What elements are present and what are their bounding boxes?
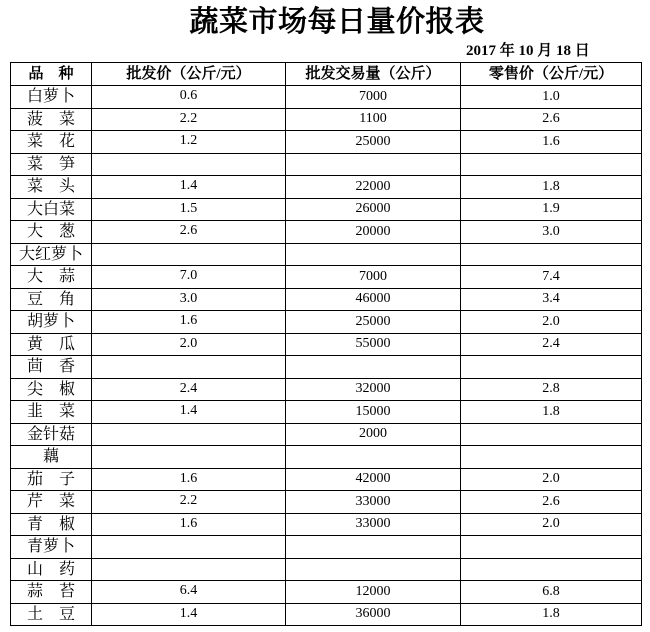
table-row — [11, 86, 642, 109]
wholesale-volume: 46000 — [286, 288, 461, 311]
table-row — [11, 176, 642, 199]
table-row — [11, 423, 642, 446]
vegetable-name: 茄 子 — [11, 468, 92, 491]
vegetable-name: 土 豆 — [11, 603, 92, 626]
table-row — [11, 333, 642, 356]
wholesale-volume — [286, 446, 461, 469]
vegetable-name: 金针菇 — [11, 423, 92, 446]
table-row — [11, 603, 642, 626]
vegetable-name: 大白菜 — [11, 198, 92, 221]
vegetable-name: 青 椒 — [11, 513, 92, 536]
header-retail-price: 零售价（公斤/元） — [461, 63, 642, 86]
wholesale-price: 0.6 — [92, 86, 286, 109]
vegetable-name: 豆 角 — [11, 288, 92, 311]
table-row — [11, 311, 642, 334]
table-row — [11, 536, 642, 559]
wholesale-volume: 1100 — [286, 108, 461, 131]
wholesale-price — [92, 536, 286, 559]
vegetable-name: 尖 椒 — [11, 378, 92, 401]
vegetable-name: 韭 菜 — [11, 401, 92, 424]
wholesale-price — [92, 423, 286, 446]
wholesale-price — [92, 558, 286, 581]
wholesale-price — [92, 153, 286, 176]
header-variety: 品 种 — [11, 63, 92, 86]
wholesale-price: 1.6 — [92, 311, 286, 334]
retail-price: 3.4 — [461, 288, 642, 311]
retail-price — [461, 356, 642, 379]
vegetable-name: 白萝卜 — [11, 86, 92, 109]
retail-price — [461, 423, 642, 446]
vegetable-name: 茴 香 — [11, 356, 92, 379]
table-row — [11, 131, 642, 154]
vegetable-name: 藕 — [11, 446, 92, 469]
retail-price: 6.8 — [461, 581, 642, 604]
table-body — [11, 86, 642, 626]
wholesale-price: 2.2 — [92, 108, 286, 131]
table-row — [11, 221, 642, 244]
wholesale-price — [92, 243, 286, 266]
retail-price: 2.4 — [461, 333, 642, 356]
wholesale-price: 2.2 — [92, 491, 286, 514]
retail-price: 2.0 — [461, 311, 642, 334]
vegetable-name: 大 蒜 — [11, 266, 92, 289]
retail-price — [461, 536, 642, 559]
vegetable-name: 山 药 — [11, 558, 92, 581]
wholesale-volume — [286, 356, 461, 379]
table-row — [11, 288, 642, 311]
retail-price: 1.6 — [461, 131, 642, 154]
vegetable-name: 菜 笋 — [11, 153, 92, 176]
retail-price: 1.0 — [461, 86, 642, 109]
price-table — [10, 62, 642, 626]
table-row — [11, 401, 642, 424]
table-row — [11, 581, 642, 604]
report-date: 2017 年 10 月 18 日 — [466, 43, 590, 59]
wholesale-volume: 26000 — [286, 198, 461, 221]
table-row — [11, 513, 642, 536]
wholesale-volume: 25000 — [286, 131, 461, 154]
wholesale-volume — [286, 153, 461, 176]
retail-price: 1.8 — [461, 176, 642, 199]
retail-price: 7.4 — [461, 266, 642, 289]
wholesale-volume: 32000 — [286, 378, 461, 401]
wholesale-price: 1.2 — [92, 131, 286, 154]
wholesale-volume: 7000 — [286, 86, 461, 109]
table-row — [11, 558, 642, 581]
wholesale-volume: 36000 — [286, 603, 461, 626]
retail-price — [461, 558, 642, 581]
vegetable-name: 菜 花 — [11, 131, 92, 154]
wholesale-price — [92, 446, 286, 469]
retail-price: 2.6 — [461, 108, 642, 131]
vegetable-name: 蒜 苔 — [11, 581, 92, 604]
table-row — [11, 468, 642, 491]
table-header — [11, 63, 642, 86]
wholesale-volume: 42000 — [286, 468, 461, 491]
table-row — [11, 446, 642, 469]
wholesale-price: 1.6 — [92, 468, 286, 491]
table-row — [11, 153, 642, 176]
wholesale-volume: 7000 — [286, 266, 461, 289]
wholesale-price: 1.4 — [92, 401, 286, 424]
wholesale-price: 2.6 — [92, 221, 286, 244]
retail-price: 2.6 — [461, 491, 642, 514]
wholesale-volume: 55000 — [286, 333, 461, 356]
wholesale-volume — [286, 558, 461, 581]
retail-price: 2.0 — [461, 513, 642, 536]
wholesale-price: 1.4 — [92, 176, 286, 199]
wholesale-price: 6.4 — [92, 581, 286, 604]
wholesale-price: 1.5 — [92, 198, 286, 221]
table-row — [11, 266, 642, 289]
wholesale-price: 2.4 — [92, 378, 286, 401]
wholesale-price: 1.6 — [92, 513, 286, 536]
retail-price: 1.8 — [461, 603, 642, 626]
wholesale-price: 3.0 — [92, 288, 286, 311]
vegetable-name: 芹 菜 — [11, 491, 92, 514]
table-row — [11, 378, 642, 401]
wholesale-price: 2.0 — [92, 333, 286, 356]
retail-price: 2.8 — [461, 378, 642, 401]
table-row — [11, 356, 642, 379]
wholesale-volume — [286, 536, 461, 559]
wholesale-volume: 15000 — [286, 401, 461, 424]
wholesale-volume: 2000 — [286, 423, 461, 446]
vegetable-name: 青萝卜 — [11, 536, 92, 559]
retail-price: 3.0 — [461, 221, 642, 244]
retail-price — [461, 153, 642, 176]
vegetable-name: 菜 头 — [11, 176, 92, 199]
wholesale-volume: 33000 — [286, 491, 461, 514]
report-title: 蔬菜市场每日量价报表 — [189, 6, 485, 38]
table-row — [11, 108, 642, 131]
retail-price — [461, 446, 642, 469]
retail-price: 1.8 — [461, 401, 642, 424]
vegetable-name: 胡萝卜 — [11, 311, 92, 334]
wholesale-volume: 20000 — [286, 221, 461, 244]
vegetable-name: 大 葱 — [11, 221, 92, 244]
retail-price: 1.9 — [461, 198, 642, 221]
table-row — [11, 198, 642, 221]
table-row — [11, 491, 642, 514]
header-wholesale-price: 批发价（公斤/元） — [92, 63, 286, 86]
wholesale-volume: 33000 — [286, 513, 461, 536]
wholesale-volume: 12000 — [286, 581, 461, 604]
wholesale-volume: 25000 — [286, 311, 461, 334]
vegetable-name: 菠 菜 — [11, 108, 92, 131]
wholesale-volume: 22000 — [286, 176, 461, 199]
retail-price: 2.0 — [461, 468, 642, 491]
wholesale-volume — [286, 243, 461, 266]
header-row — [11, 63, 642, 86]
vegetable-name: 大红萝卜 — [11, 243, 92, 266]
header-wholesale-volume: 批发交易量（公斤） — [286, 63, 461, 86]
wholesale-price: 1.4 — [92, 603, 286, 626]
table-row — [11, 243, 642, 266]
vegetable-name: 黄 瓜 — [11, 333, 92, 356]
retail-price — [461, 243, 642, 266]
wholesale-price: 7.0 — [92, 266, 286, 289]
wholesale-price — [92, 356, 286, 379]
